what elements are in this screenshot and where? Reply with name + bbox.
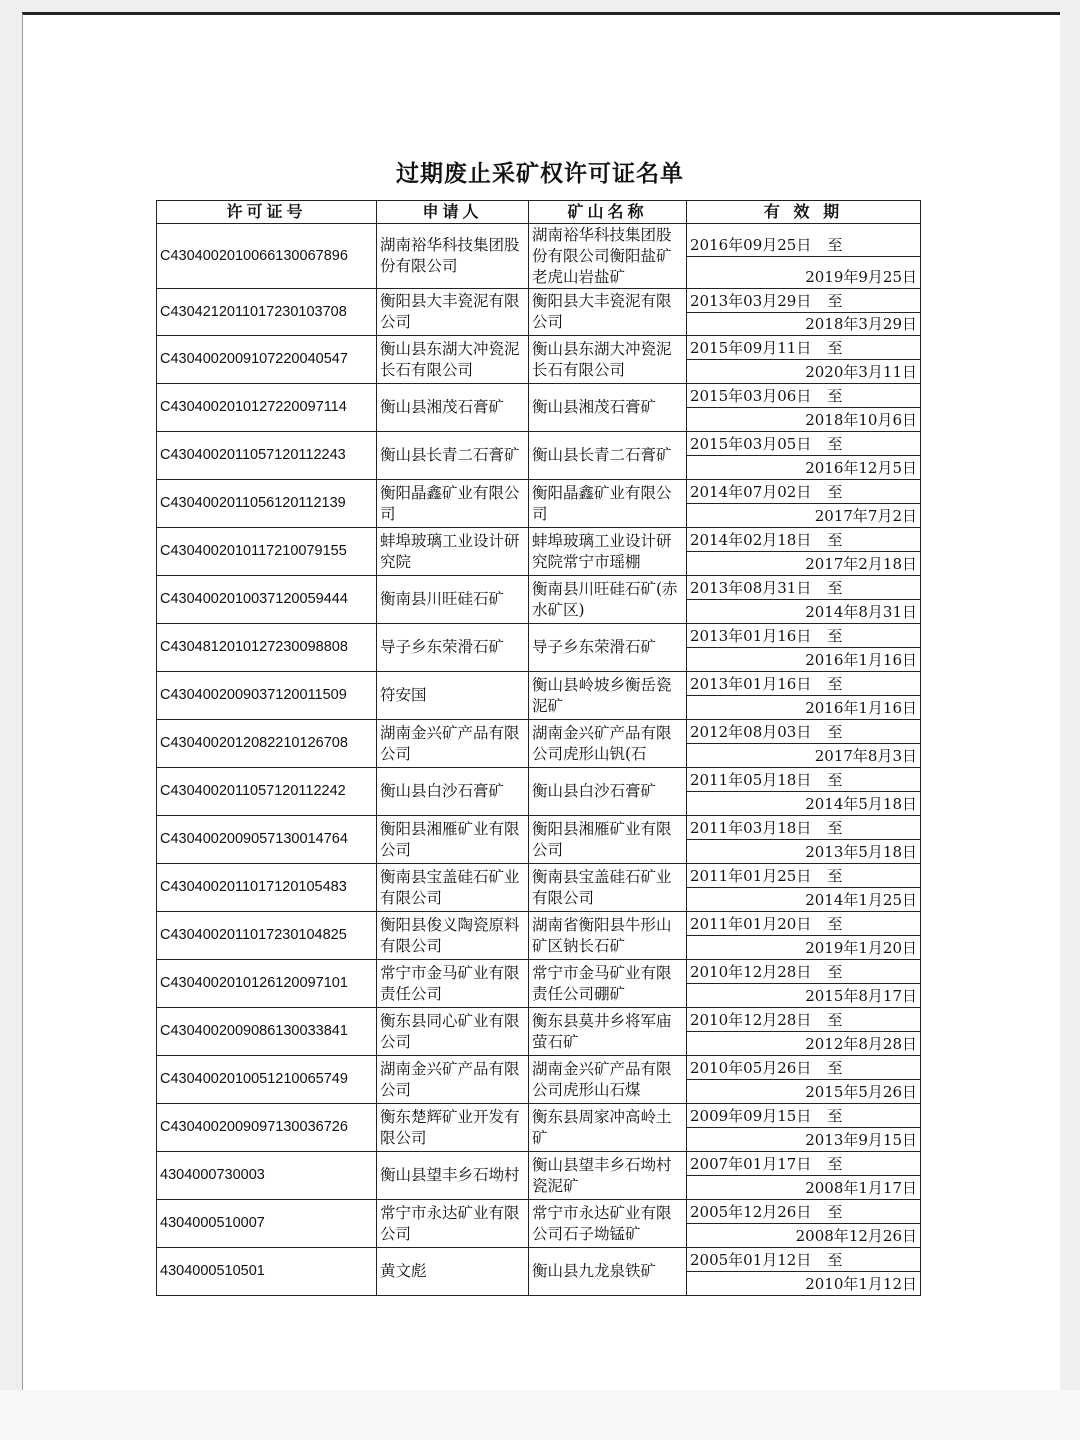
table-row xyxy=(157,384,921,432)
start-date: 2013年08月31日 xyxy=(690,579,812,597)
applicant-cell: 黄文彪 xyxy=(377,1248,529,1296)
table-row xyxy=(157,624,921,672)
license-number-cell: C4304002010037120059444 xyxy=(157,576,377,624)
mine-name-cell: 衡山县九龙泉铁矿 xyxy=(529,1248,687,1296)
end-date: 2016年1月16日 xyxy=(805,651,917,669)
to-label: 至 xyxy=(827,1251,843,1269)
license-number-cell: C4304212011017230103708 xyxy=(157,289,377,336)
table-row xyxy=(157,576,921,624)
validity-cell xyxy=(687,768,921,816)
applicant-cell: 衡阳县俊义陶瓷原料有限公司 xyxy=(377,912,529,960)
validity-start xyxy=(687,624,920,648)
applicant-cell: 湖南金兴矿产品有限公司 xyxy=(377,1056,529,1104)
table-row xyxy=(157,1152,921,1200)
mine-name-cell: 衡南县宝盖硅石矿业有限公司 xyxy=(529,864,687,912)
table-row xyxy=(157,1248,921,1296)
start-date: 2013年03月29日 xyxy=(690,291,812,310)
to-label: 至 xyxy=(827,387,843,405)
validity-start xyxy=(687,576,920,600)
license-number-cell: C4304002011017120105483 xyxy=(157,864,377,912)
license-number-cell: C4304002010051210065749 xyxy=(157,1056,377,1104)
end-date: 2014年1月25日 xyxy=(805,891,917,909)
end-date: 2016年1月16日 xyxy=(805,699,917,717)
mine-name-cell: 湖南省衡阳县牛形山矿区钠长石矿 xyxy=(529,912,687,960)
license-number-cell: C4304002010117210079155 xyxy=(157,528,377,576)
validity-start xyxy=(687,336,920,360)
page-background xyxy=(0,1390,1080,1440)
validity-end xyxy=(687,840,920,863)
mine-name-cell: 衡山县岭坡乡衡岳瓷泥矿 xyxy=(529,672,687,720)
table-row xyxy=(157,720,921,768)
validity-end xyxy=(687,984,920,1007)
license-number-cell: 4304000510501 xyxy=(157,1248,377,1296)
license-number-cell: C4304002012082210126708 xyxy=(157,720,377,768)
validity-cell xyxy=(687,384,921,432)
to-label: 至 xyxy=(827,531,843,549)
validity-end xyxy=(687,888,920,911)
mine-name-cell: 蚌埠玻璃工业设计研究院常宁市瑶棚 xyxy=(529,528,687,576)
table-row xyxy=(157,1104,921,1152)
table-row xyxy=(157,864,921,912)
table-body xyxy=(157,224,921,1296)
validity-cell xyxy=(687,720,921,768)
license-number-cell: C4304002009086130033841 xyxy=(157,1008,377,1056)
license-number-cell: C4304002010066130067896 xyxy=(157,224,377,289)
to-label: 至 xyxy=(827,819,843,837)
applicant-cell: 衡东楚辉矿业开发有限公司 xyxy=(377,1104,529,1152)
applicant-cell: 衡山县望丰乡石坳村 xyxy=(377,1152,529,1200)
validity-cell xyxy=(687,672,921,720)
end-date: 2017年7月2日 xyxy=(814,507,917,525)
header-applicant: 申请人 xyxy=(377,201,529,224)
license-number-cell: C4304002009107220040547 xyxy=(157,336,377,384)
mine-name-cell: 衡山县东湖大冲瓷泥长石有限公司 xyxy=(529,336,687,384)
to-label: 至 xyxy=(827,771,843,789)
mine-name-cell: 衡阳县大丰瓷泥有限公司 xyxy=(529,289,687,336)
mine-name-cell: 衡阳县湘雁矿业有限公司 xyxy=(529,816,687,864)
validity-cell xyxy=(687,1104,921,1152)
validity-cell xyxy=(687,528,921,576)
license-number-cell: C4304002011017230104825 xyxy=(157,912,377,960)
validity-end xyxy=(687,456,920,479)
validity-end xyxy=(687,600,920,623)
validity-cell xyxy=(687,1152,921,1200)
mine-name-cell: 衡山县望丰乡石坳村瓷泥矿 xyxy=(529,1152,687,1200)
license-number-cell: C4304002011056120112139 xyxy=(157,480,377,528)
table-row xyxy=(157,1200,921,1248)
validity-start xyxy=(687,289,920,313)
header-validity: 有 效 期 xyxy=(687,201,921,224)
validity-start xyxy=(687,480,920,504)
validity-cell xyxy=(687,289,921,336)
validity-end xyxy=(687,1128,920,1151)
mine-name-cell: 衡阳晶鑫矿业有限公司 xyxy=(529,480,687,528)
start-date: 2005年01月12日 xyxy=(690,1251,812,1269)
start-date: 2016年09月25日 xyxy=(690,235,812,254)
table-row xyxy=(157,336,921,384)
mine-name-cell: 导子乡东荣滑石矿 xyxy=(529,624,687,672)
start-date: 2012年08月03日 xyxy=(690,723,812,741)
start-date: 2010年12月28日 xyxy=(690,1011,812,1029)
mine-name-cell: 常宁市永达矿业有限公司石子坳锰矿 xyxy=(529,1200,687,1248)
start-date: 2010年12月28日 xyxy=(690,963,812,981)
validity-start xyxy=(687,912,920,936)
mine-name-cell: 湖南金兴矿产品有限公司虎形山石煤 xyxy=(529,1056,687,1104)
license-number-cell: C4304812010127230098808 xyxy=(157,624,377,672)
end-date: 2013年5月18日 xyxy=(805,843,917,861)
validity-end xyxy=(687,696,920,719)
end-date: 2015年5月26日 xyxy=(805,1083,917,1101)
validity-start xyxy=(687,816,920,840)
to-label: 至 xyxy=(827,235,843,254)
validity-start xyxy=(687,1248,920,1272)
validity-cell xyxy=(687,224,921,289)
to-label: 至 xyxy=(827,627,843,645)
table-header-row xyxy=(157,201,921,224)
applicant-cell: 常宁市永达矿业有限公司 xyxy=(377,1200,529,1248)
validity-start xyxy=(687,1200,920,1224)
to-label: 至 xyxy=(827,963,843,981)
to-label: 至 xyxy=(827,339,843,357)
end-date: 2017年2月18日 xyxy=(805,555,917,573)
end-date: 2019年9月25日 xyxy=(805,268,917,286)
applicant-cell: 衡山县长青二石膏矿 xyxy=(377,432,529,480)
end-date: 2015年8月17日 xyxy=(805,987,917,1005)
validity-end xyxy=(687,1224,920,1247)
to-label: 至 xyxy=(827,579,843,597)
validity-cell xyxy=(687,1008,921,1056)
to-label: 至 xyxy=(827,435,843,453)
validity-start xyxy=(687,528,920,552)
validity-end xyxy=(687,792,920,815)
table-row xyxy=(157,912,921,960)
end-date: 2019年1月20日 xyxy=(805,939,917,957)
validity-start xyxy=(687,1056,920,1080)
table-row xyxy=(157,480,921,528)
validity-cell xyxy=(687,960,921,1008)
start-date: 2015年09月11日 xyxy=(690,339,812,357)
validity-start xyxy=(687,432,920,456)
mine-name-cell: 衡南县川旺硅石矿(赤水矿区) xyxy=(529,576,687,624)
start-date: 2009年09月15日 xyxy=(690,1107,812,1125)
validity-end xyxy=(687,504,920,527)
to-label: 至 xyxy=(827,867,843,885)
start-date: 2011年01月25日 xyxy=(690,867,812,885)
end-date: 2014年8月31日 xyxy=(805,603,917,621)
start-date: 2007年01月17日 xyxy=(690,1155,812,1173)
end-date: 2017年8月3日 xyxy=(814,747,917,765)
applicant-cell: 衡南县宝盖硅石矿业有限公司 xyxy=(377,864,529,912)
license-number-cell: C4304002010127220097114 xyxy=(157,384,377,432)
validity-end xyxy=(687,257,920,289)
applicant-cell: 衡东县同心矿业有限公司 xyxy=(377,1008,529,1056)
validity-start xyxy=(687,768,920,792)
to-label: 至 xyxy=(827,1107,843,1125)
validity-start xyxy=(687,864,920,888)
start-date: 2015年03月06日 xyxy=(690,387,812,405)
applicant-cell: 导子乡东荣滑石矿 xyxy=(377,624,529,672)
mine-name-cell: 衡东县莫井乡将军庙萤石矿 xyxy=(529,1008,687,1056)
validity-cell xyxy=(687,864,921,912)
applicant-cell: 衡阳晶鑫矿业有限公司 xyxy=(377,480,529,528)
table-row xyxy=(157,816,921,864)
to-label: 至 xyxy=(827,1203,843,1221)
license-number-cell: C4304002009037120011509 xyxy=(157,672,377,720)
validity-end xyxy=(687,408,920,431)
header-license-number: 许可证号 xyxy=(157,201,377,224)
end-date: 2012年8月28日 xyxy=(805,1035,917,1053)
mine-name-cell: 衡东县周家冲高岭土矿 xyxy=(529,1104,687,1152)
table-row xyxy=(157,528,921,576)
end-date: 2010年1月12日 xyxy=(805,1275,917,1293)
validity-cell xyxy=(687,912,921,960)
end-date: 2014年5月18日 xyxy=(805,795,917,813)
start-date: 2011年01月20日 xyxy=(690,915,812,933)
license-number-cell: C4304002010126120097101 xyxy=(157,960,377,1008)
to-label: 至 xyxy=(827,723,843,741)
to-label: 至 xyxy=(827,1011,843,1029)
validity-cell xyxy=(687,432,921,480)
validity-end xyxy=(687,552,920,575)
to-label: 至 xyxy=(827,1155,843,1173)
applicant-cell: 衡阳县大丰瓷泥有限公司 xyxy=(377,289,529,336)
end-date: 2016年12月5日 xyxy=(805,459,917,477)
table-row xyxy=(157,1008,921,1056)
end-date: 2018年10月6日 xyxy=(805,411,917,429)
end-date: 2018年3月29日 xyxy=(805,315,917,333)
validity-start xyxy=(687,1008,920,1032)
start-date: 2013年01月16日 xyxy=(690,627,812,645)
start-date: 2010年05月26日 xyxy=(690,1059,812,1077)
to-label: 至 xyxy=(827,915,843,933)
start-date: 2013年01月16日 xyxy=(690,675,812,693)
validity-start xyxy=(687,672,920,696)
applicant-cell: 湖南金兴矿产品有限公司 xyxy=(377,720,529,768)
applicant-cell: 衡山县白沙石膏矿 xyxy=(377,768,529,816)
header-mine-name: 矿山名称 xyxy=(529,201,687,224)
end-date: 2008年1月17日 xyxy=(805,1179,917,1197)
validity-cell xyxy=(687,480,921,528)
table-row xyxy=(157,224,921,289)
validity-end xyxy=(687,744,920,767)
validity-start xyxy=(687,1104,920,1128)
applicant-cell: 衡山县东湖大冲瓷泥长石有限公司 xyxy=(377,336,529,384)
license-number-cell: C4304002009097130036726 xyxy=(157,1104,377,1152)
table-row xyxy=(157,672,921,720)
mine-name-cell: 湖南裕华科技集团股份有限公司衡阳盐矿老虎山岩盐矿 xyxy=(529,224,687,289)
license-number-cell: C4304002009057130014764 xyxy=(157,816,377,864)
validity-cell xyxy=(687,1056,921,1104)
document-title: 过期废止采矿权许可证名单 xyxy=(396,160,684,187)
validity-end xyxy=(687,360,920,383)
end-date: 2013年9月15日 xyxy=(805,1131,917,1149)
validity-cell xyxy=(687,1248,921,1296)
applicant-cell: 湖南裕华科技集团股份有限公司 xyxy=(377,224,529,289)
applicant-cell: 符安国 xyxy=(377,672,529,720)
table-row xyxy=(157,768,921,816)
validity-cell xyxy=(687,1200,921,1248)
to-label: 至 xyxy=(827,483,843,501)
validity-end xyxy=(687,936,920,959)
applicant-cell: 蚌埠玻璃工业设计研究院 xyxy=(377,528,529,576)
validity-end xyxy=(687,313,920,336)
applicant-cell: 衡南县川旺硅石矿 xyxy=(377,576,529,624)
applicant-cell: 衡山县湘茂石膏矿 xyxy=(377,384,529,432)
mine-name-cell: 常宁市金马矿业有限责任公司硼矿 xyxy=(529,960,687,1008)
to-label: 至 xyxy=(827,1059,843,1077)
validity-start xyxy=(687,384,920,408)
license-number-cell: C4304002011057120112243 xyxy=(157,432,377,480)
applicant-cell: 常宁市金马矿业有限责任公司 xyxy=(377,960,529,1008)
license-table xyxy=(156,200,921,1296)
validity-start xyxy=(687,1152,920,1176)
validity-end xyxy=(687,648,920,671)
table-row xyxy=(157,432,921,480)
start-date: 2011年05月18日 xyxy=(690,771,812,789)
license-number-cell: 4304000510007 xyxy=(157,1200,377,1248)
mine-name-cell: 湖南金兴矿产品有限公司虎形山钒(石 xyxy=(529,720,687,768)
end-date: 2008年12月26日 xyxy=(795,1227,917,1245)
validity-cell xyxy=(687,624,921,672)
start-date: 2014年07月02日 xyxy=(690,483,812,501)
mine-name-cell: 衡山县长青二石膏矿 xyxy=(529,432,687,480)
validity-end xyxy=(687,1032,920,1055)
to-label: 至 xyxy=(827,291,843,310)
license-number-cell: 4304000730003 xyxy=(157,1152,377,1200)
table-row xyxy=(157,289,921,336)
start-date: 2005年12月26日 xyxy=(690,1203,812,1221)
mine-name-cell: 衡山县湘茂石膏矿 xyxy=(529,384,687,432)
mine-name-cell: 衡山县白沙石膏矿 xyxy=(529,768,687,816)
validity-start xyxy=(687,720,920,744)
table-row xyxy=(157,1056,921,1104)
validity-end xyxy=(687,1080,920,1103)
validity-start xyxy=(687,224,920,257)
license-number-cell: C4304002011057120112242 xyxy=(157,768,377,816)
start-date: 2014年02月18日 xyxy=(690,531,812,549)
validity-cell xyxy=(687,816,921,864)
validity-end xyxy=(687,1272,920,1295)
validity-start xyxy=(687,960,920,984)
end-date: 2020年3月11日 xyxy=(805,363,917,381)
start-date: 2015年03月05日 xyxy=(690,435,812,453)
validity-cell xyxy=(687,336,921,384)
validity-end xyxy=(687,1176,920,1199)
to-label: 至 xyxy=(827,675,843,693)
validity-cell xyxy=(687,576,921,624)
start-date: 2011年03月18日 xyxy=(690,819,812,837)
table-row xyxy=(157,960,921,1008)
applicant-cell: 衡阳县湘雁矿业有限公司 xyxy=(377,816,529,864)
